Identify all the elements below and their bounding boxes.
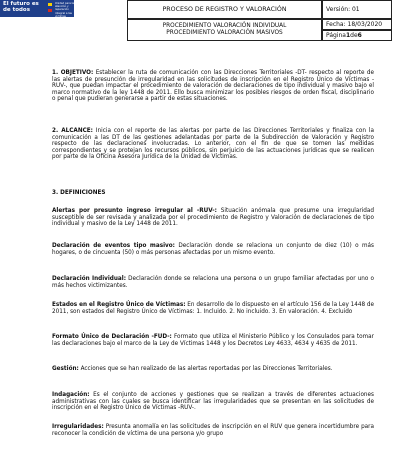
- logo-slogan: El futuro es de todos: [3, 1, 39, 13]
- definition-item: [52, 302, 374, 315]
- page-total: 6: [357, 32, 362, 39]
- section-objetivo-text: Establecer la ruta de comunicación con las Direcciones Territoriales -DT- respecto al reporte de las alertas de presunción de irregularidad en las solicitudes de inscripción en el Registro Único de Víctimas -RUV-, que puedan impactar el procedimiento de valoración de declaraciones de tipo individual y masivo bajo el marco normativo de la ley 1448 de 2011. Ello busca minimizar los posibles riesgos de orden fiscal, disciplinario o penal que pudieran generarse a partir de estas situaciones.: [52, 70, 374, 103]
- definition-term: Declaración de eventos tipo masivo:: [52, 243, 175, 249]
- process-title: PROCESO DE REGISTRO Y VALORACIÓN: [127, 0, 322, 19]
- definition-item: [52, 424, 374, 437]
- page-prefix: Página: [326, 32, 346, 39]
- page-current: 1: [345, 32, 351, 39]
- page-number: [322, 30, 392, 41]
- definition-item: [52, 276, 374, 289]
- definition-term: Formato Único de Declaración -FUD-:: [52, 334, 172, 340]
- page-of: de: [350, 32, 358, 39]
- definition-text: Acciones que se han realizado de las alertas reportadas por las Direcciones Territoriales.: [78, 366, 333, 372]
- document-header: [0, 0, 392, 41]
- definition-term: Alertas por presunto ingreso irregular al -RUV-:: [52, 208, 217, 214]
- logo-entity-name: Unidad para la atención y reparación integral a las víctimas: [55, 2, 74, 17]
- definition-item: [52, 392, 374, 412]
- section-alcance-label: 2. ALCANCE:: [52, 128, 93, 134]
- definition-item: [52, 208, 374, 228]
- definition-text: Declaración donde se relaciona un conjunto de diez (10) o más hogares, o de cincuenta (50) o más personas afectadas por un mismo evento.: [52, 243, 375, 256]
- definition-term: Declaración Individual:: [52, 276, 126, 282]
- definition-item: [52, 366, 374, 373]
- section-alcance-text: Inicia con el reporte de las alertas por parte de las Direcciones Territoriales y finaliza con la comunicación a las DT de las gestiones adelantadas por parte de la Subdirección de Valoración y Registro respecto de las declaraciones involucradas. Lo anterior, con el fin de que se tomen las medidas correspondientes y se protejan los recursos públicos, sin perjuicio de las actuaciones jurídicas que se realicen por parte de la Oficina Asesora Jurídica de la Unidad de Víctimas.: [52, 128, 374, 161]
- version-label: Versión: 01: [322, 0, 392, 19]
- definition-term: Estados en el Registro Único de Víctimas:: [52, 302, 186, 308]
- definition-text: Declaración donde se relaciona una persona o un grupo familiar afectadas por uno o más hechos victimizantes.: [52, 276, 374, 289]
- definition-text: Es el conjunto de acciones y gestiones que se realizan a través de diferentes actuaciones administrativas con las cuales se busca identificar las irregularidades que se presentan en las solicitudes de inscripción en el Registro Único de Víctimas -RUV-.: [52, 392, 374, 412]
- institution-logo: [0, 0, 74, 17]
- colombia-flag-icon: [48, 3, 52, 12]
- definition-term: Gestión:: [52, 366, 79, 372]
- section-alcance: [52, 128, 374, 161]
- date-label: Fecha: 18/03/2020: [322, 19, 392, 30]
- definition-term: Irregularidades:: [52, 424, 104, 430]
- section-objetivo: [52, 70, 374, 103]
- procedure-masivos: PROCEDIMIENTO VALORACIÓN MASIVOS: [166, 30, 283, 36]
- section-definiciones-title: [52, 190, 374, 197]
- section-objetivo-label: 1. OBJETIVO:: [52, 70, 94, 76]
- procedure-names: [127, 19, 322, 41]
- definiciones-heading: 3. DEFINICIONES: [52, 190, 106, 196]
- definition-term: Indagación:: [52, 392, 90, 398]
- definition-text: Situación anómala que presume una irregularidad susceptible de ser revisada y analizada por el procedimiento de Registro y Valoración de declaraciones de tipo individual y masivo de la Ley 1448 de 2011.: [52, 208, 374, 228]
- definition-text: En desarrollo de lo dispuesto en el artículo 156 de la Ley 1448 de 2011, son estados del Registro Único de Víctimas: 1. Incluido. 2. No incluido. 3. En valoración. 4. Excluido: [52, 302, 375, 315]
- definition-text: Presunta anomalía en las solicitudes de inscripción en el RUV que genera incertidumbre para reconocer la condición de víctima de una persona y/o grupo: [52, 424, 374, 437]
- definition-item: [52, 243, 374, 256]
- definition-item: [52, 334, 374, 347]
- procedure-individual: PROCEDIMIENTO VALORACIÓN INDIVIDUAL: [162, 23, 287, 30]
- definition-text: Formato que utiliza el Ministerio Público y los Consulados para tomar las declaraciones bajo el marco de la Ley de Víctimas 1448 y los Decretos Ley 4633, 4634 y 4635 de 2011.: [52, 334, 374, 347]
